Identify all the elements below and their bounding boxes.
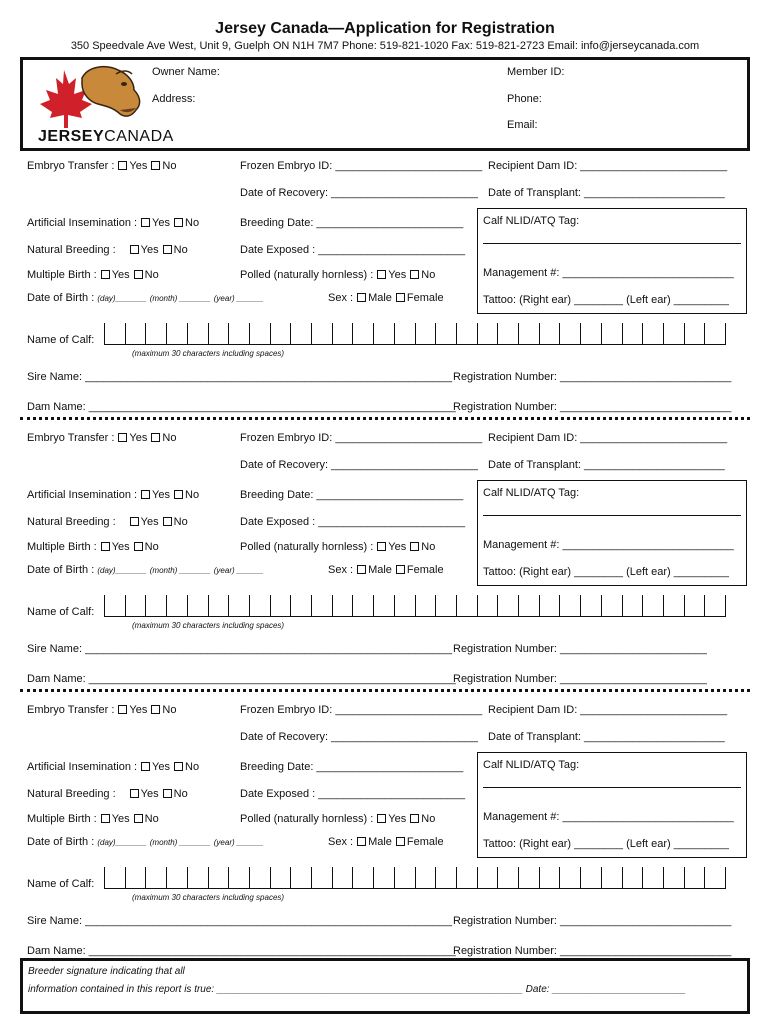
sex-row-2 [328, 564, 444, 576]
yes-label: Yes [152, 217, 170, 229]
name-grid-divider [477, 867, 478, 889]
no-label: No [185, 489, 200, 501]
polled-row-3 [240, 813, 435, 825]
no-label: No [185, 761, 200, 773]
mb-no-checkbox[interactable] [134, 542, 143, 551]
dob-month-field[interactable]: (month) _______ [149, 838, 211, 847]
ai-no-checkbox[interactable] [174, 762, 183, 771]
name-grid-divider [187, 595, 188, 617]
name-grid-divider [642, 867, 643, 889]
date-of-recovery-field[interactable]: Date of Recovery: ________________________ [240, 187, 478, 199]
embryo-transfer-yes-checkbox[interactable] [118, 705, 127, 714]
dob-year-field[interactable]: (year) ______ [213, 838, 264, 847]
sire-name-field[interactable]: Sire Name: ____________________________________________________________ [27, 371, 453, 383]
sex-label: Sex : [328, 836, 354, 848]
phone-label: Phone: [507, 93, 542, 105]
embryo-transfer-row-1 [27, 160, 176, 172]
polled-no-checkbox[interactable] [410, 270, 419, 279]
yes-label: Yes [152, 761, 170, 773]
name-grid-divider [497, 867, 498, 889]
calf-name-character-grid[interactable] [104, 595, 726, 617]
logo-text-jersey: JERSEY [38, 128, 105, 145]
name-grid-divider [601, 867, 602, 889]
name-grid-divider [601, 323, 602, 345]
dob-month-field[interactable]: (month) _______ [149, 566, 211, 575]
name-grid-divider [539, 323, 540, 345]
name-grid-divider [352, 595, 353, 617]
nb-no-checkbox[interactable] [163, 245, 172, 254]
logo-text-canada: CANADA [104, 128, 174, 145]
member-id-label: Member ID: [507, 66, 565, 78]
yes-label: Yes [388, 541, 407, 553]
name-grid-divider [518, 595, 519, 617]
multiple-birth-label: Multiple Birth : [27, 541, 97, 553]
female-label: Female [406, 564, 444, 576]
section-divider [20, 689, 750, 692]
sire-name-field[interactable]: Sire Name: ____________________________________________________________ [27, 643, 453, 655]
no-label: No [162, 704, 177, 716]
embryo-transfer-row-3 [27, 704, 176, 716]
dob-month-field[interactable]: (month) _______ [149, 294, 211, 303]
polled-label: Polled (naturally hornless) : [240, 541, 374, 553]
name-grid-divider [704, 323, 705, 345]
embryo-transfer-row-2 [27, 432, 176, 444]
name-grid-divider [270, 595, 271, 617]
nb-no-checkbox[interactable] [163, 789, 172, 798]
name-grid-divider [559, 323, 560, 345]
multiple-birth-label: Multiple Birth : [27, 813, 97, 825]
name-grid-divider [270, 867, 271, 889]
name-grid-divider [497, 323, 498, 345]
name-grid-divider [228, 595, 229, 617]
name-grid-divider [208, 595, 209, 617]
multiple-birth-label: Multiple Birth : [27, 269, 97, 281]
no-label: No [421, 541, 436, 553]
embryo-transfer-yes-checkbox[interactable] [118, 433, 127, 442]
name-grid-divider [622, 867, 623, 889]
yes-label: Yes [140, 788, 159, 800]
name-grid-divider [435, 867, 436, 889]
frozen-embryo-id-field[interactable]: Frozen Embryo ID: ________________________ [240, 160, 483, 172]
management-number-field[interactable]: Management #: ____________________________ [483, 539, 734, 551]
name-grid-divider [228, 323, 229, 345]
sire-registration-number-field[interactable]: Registration Number: ____________________________ [453, 915, 732, 927]
embryo-transfer-label: Embryo Transfer : [27, 160, 115, 172]
max-characters-hint: (maximum 30 characters including spaces) [132, 621, 285, 630]
frozen-embryo-id-field[interactable]: Frozen Embryo ID: ________________________ [240, 432, 483, 444]
name-grid-divider [415, 323, 416, 345]
sex-row-1 [328, 292, 444, 304]
name-grid-divider [394, 323, 395, 345]
name-grid-divider [290, 867, 291, 889]
yes-label: Yes [111, 813, 130, 825]
name-grid-divider [373, 867, 374, 889]
date-of-transplant-field[interactable]: Date of Transplant: _______________________ [488, 459, 725, 471]
name-grid-divider [145, 323, 146, 345]
embryo-transfer-no-checkbox[interactable] [151, 433, 160, 442]
page-title: Jersey Canada—Application for Registration [215, 20, 555, 37]
date-of-recovery-field[interactable]: Date of Recovery: ________________________ [240, 731, 478, 743]
date-exposed-field[interactable]: Date Exposed : ________________________ [240, 516, 466, 528]
male-checkbox[interactable] [357, 565, 366, 574]
name-grid-divider [145, 867, 146, 889]
name-grid-divider [663, 867, 664, 889]
name-grid-divider [311, 867, 312, 889]
name-of-calf-label: Name of Calf: [27, 878, 95, 890]
sex-label: Sex : [328, 564, 354, 576]
name-grid-divider [352, 867, 353, 889]
calf-nlid-label: Calf NLID/ATQ Tag: [483, 759, 580, 771]
name-grid-divider [477, 323, 478, 345]
artificial-insemination-label: Artificial Insemination : [27, 217, 138, 229]
name-grid-divider [518, 867, 519, 889]
dob-day-field[interactable]: (day)_______ [97, 838, 147, 847]
artificial-insemination-row-3 [27, 761, 199, 773]
name-grid-divider [704, 595, 705, 617]
calf-nlid-line[interactable] [483, 787, 741, 788]
female-checkbox[interactable] [396, 293, 405, 302]
female-checkbox[interactable] [396, 565, 405, 574]
polled-label: Polled (naturally hornless) : [240, 269, 374, 281]
name-grid-divider [704, 867, 705, 889]
dam-registration-number-field[interactable]: Registration Number: ________________________ [453, 673, 707, 685]
mb-yes-checkbox[interactable] [101, 814, 110, 823]
name-grid-divider [332, 867, 333, 889]
female-checkbox[interactable] [396, 837, 405, 846]
sex-row-3 [328, 836, 444, 848]
name-grid-divider [415, 595, 416, 617]
polled-yes-checkbox[interactable] [377, 270, 386, 279]
max-characters-hint: (maximum 30 characters including spaces) [132, 893, 285, 902]
sex-label: Sex : [328, 292, 354, 304]
calf-name-character-grid[interactable] [104, 323, 726, 345]
name-grid-divider [622, 323, 623, 345]
artificial-insemination-label: Artificial Insemination : [27, 761, 138, 773]
no-label: No [421, 813, 436, 825]
calf-nlid-label: Calf NLID/ATQ Tag: [483, 487, 580, 499]
name-grid-divider [642, 595, 643, 617]
yes-label: Yes [140, 244, 159, 256]
natural-breeding-label: Natural Breeding : [27, 516, 116, 528]
multiple-birth-row-2 [27, 541, 159, 553]
yes-label: Yes [129, 704, 148, 716]
nb-yes-checkbox[interactable] [130, 517, 139, 526]
frozen-embryo-id-field[interactable]: Frozen Embryo ID: ________________________ [240, 704, 483, 716]
mb-yes-checkbox[interactable] [101, 270, 110, 279]
yes-label: Yes [111, 541, 130, 553]
name-grid-divider [580, 867, 581, 889]
name-grid-divider [187, 867, 188, 889]
no-label: No [185, 217, 200, 229]
name-grid-divider [539, 595, 540, 617]
dam-name-field[interactable]: Dam Name: ____________________________________________________________ [27, 945, 456, 957]
date-of-transplant-field[interactable]: Date of Transplant: _______________________ [488, 731, 725, 743]
name-of-calf-label: Name of Calf: [27, 334, 95, 346]
embryo-transfer-no-checkbox[interactable] [151, 705, 160, 714]
name-grid-divider [332, 323, 333, 345]
polled-no-checkbox[interactable] [410, 542, 419, 551]
embryo-transfer-yes-checkbox[interactable] [118, 161, 127, 170]
name-grid-divider [435, 323, 436, 345]
name-grid-divider [642, 323, 643, 345]
name-grid-divider [415, 867, 416, 889]
name-grid-divider [622, 595, 623, 617]
name-grid-divider [311, 595, 312, 617]
natural-breeding-label: Natural Breeding : [27, 244, 116, 256]
date-of-transplant-field[interactable]: Date of Transplant: _______________________ [488, 187, 725, 199]
name-grid-divider [187, 323, 188, 345]
name-grid-divider [580, 595, 581, 617]
name-grid-divider [208, 323, 209, 345]
date-of-birth-label: Date of Birth : [27, 564, 95, 576]
name-grid-divider [456, 323, 457, 345]
name-grid-divider [208, 867, 209, 889]
dob-day-field[interactable]: (day)_______ [97, 566, 147, 575]
female-label: Female [406, 836, 444, 848]
name-grid-divider [663, 323, 664, 345]
owner-name-label: Owner Name: [152, 66, 220, 78]
contact-address: 350 Speedvale Ave West, Unit 9, Guelph ON N1H 7M7 Phone: 519-821-1020 Fax: 519-821-2723 Email: info@jerseycanada.com [70, 40, 700, 52]
yes-label: Yes [129, 160, 148, 172]
name-grid-divider [725, 323, 726, 345]
mb-no-checkbox[interactable] [134, 270, 143, 279]
name-grid-divider [290, 595, 291, 617]
calf-nlid-line[interactable] [483, 243, 741, 244]
ai-no-checkbox[interactable] [174, 490, 183, 499]
sire-name-field[interactable]: Sire Name: ____________________________________________________________ [27, 915, 453, 927]
male-checkbox[interactable] [357, 837, 366, 846]
name-grid-divider [166, 323, 167, 345]
name-grid-divider [104, 867, 105, 889]
artificial-insemination-row-1 [27, 217, 199, 229]
name-grid-divider [663, 595, 664, 617]
yes-label: Yes [388, 813, 407, 825]
date-of-birth-label: Date of Birth : [27, 836, 95, 848]
dam-name-field[interactable]: Dam Name: ____________________________________________________________ [27, 401, 456, 413]
name-grid-divider [311, 323, 312, 345]
sire-registration-number-field[interactable]: Registration Number: ________________________ [453, 643, 707, 655]
email-label: Email: [507, 119, 538, 131]
sire-registration-number-field[interactable]: Registration Number: ____________________________ [453, 371, 732, 383]
signature-line[interactable]: information contained in this report is true: _______________________________________________________ Date: ________________________ [28, 984, 686, 995]
no-label: No [144, 541, 159, 553]
date-of-birth-row-3 [27, 836, 264, 848]
dam-name-field[interactable]: Dam Name: ____________________________________________________________ [27, 673, 456, 685]
mb-no-checkbox[interactable] [134, 814, 143, 823]
signature-statement: Breeder signature indicating that all [28, 966, 185, 977]
date-of-birth-row-1 [27, 292, 264, 304]
name-grid-divider [394, 595, 395, 617]
name-grid-divider [270, 323, 271, 345]
recipient-dam-id-field[interactable]: Recipient Dam ID: ________________________ [488, 160, 728, 172]
no-label: No [173, 244, 188, 256]
date-of-birth-row-2 [27, 564, 264, 576]
name-grid-divider [104, 323, 105, 345]
name-grid-divider [145, 595, 146, 617]
recipient-dam-id-field[interactable]: Recipient Dam ID: ________________________ [488, 704, 728, 716]
breeding-date-field[interactable]: Breeding Date: ________________________ [240, 217, 464, 229]
breeding-date-field[interactable]: Breeding Date: ________________________ [240, 761, 464, 773]
name-grid-divider [228, 867, 229, 889]
artificial-insemination-label: Artificial Insemination : [27, 489, 138, 501]
ai-yes-checkbox[interactable] [141, 490, 150, 499]
recipient-dam-id-field[interactable]: Recipient Dam ID: ________________________ [488, 432, 728, 444]
yes-label: Yes [129, 432, 148, 444]
name-grid-divider [166, 867, 167, 889]
name-grid-divider [373, 323, 374, 345]
polled-yes-checkbox[interactable] [377, 542, 386, 551]
name-grid-divider [684, 595, 685, 617]
embryo-transfer-label: Embryo Transfer : [27, 432, 115, 444]
date-of-birth-label: Date of Birth : [27, 292, 95, 304]
male-checkbox[interactable] [357, 293, 366, 302]
yes-label: Yes [111, 269, 130, 281]
name-grid-divider [684, 867, 685, 889]
name-grid-divider [104, 595, 105, 617]
multiple-birth-row-3 [27, 813, 159, 825]
polled-row-2 [240, 541, 435, 553]
polled-no-checkbox[interactable] [410, 814, 419, 823]
name-grid-divider [249, 595, 250, 617]
tattoo-field[interactable]: Tattoo: (Right ear) ________ (Left ear) _________ [483, 294, 729, 306]
name-grid-divider [125, 323, 126, 345]
management-number-field[interactable]: Management #: ____________________________ [483, 267, 734, 279]
name-grid-divider [601, 595, 602, 617]
address-label: Address: [152, 93, 196, 105]
no-label: No [144, 269, 159, 281]
natural-breeding-row-1 [27, 244, 188, 256]
name-grid-divider [518, 323, 519, 345]
polled-row-1 [240, 269, 435, 281]
name-grid-divider [435, 595, 436, 617]
polled-label: Polled (naturally hornless) : [240, 813, 374, 825]
artificial-insemination-row-2 [27, 489, 199, 501]
male-label: Male [368, 836, 392, 848]
name-grid-divider [249, 867, 250, 889]
dob-day-field[interactable]: (day)_______ [97, 294, 147, 303]
female-label: Female [406, 292, 444, 304]
dam-registration-number-field[interactable]: Registration Number: ____________________________ [453, 945, 732, 957]
male-label: Male [368, 564, 392, 576]
ai-yes-checkbox[interactable] [141, 218, 150, 227]
calf-nlid-label: Calf NLID/ATQ Tag: [483, 215, 580, 227]
polled-yes-checkbox[interactable] [377, 814, 386, 823]
calf-nlid-line[interactable] [483, 515, 741, 516]
section-divider [20, 417, 750, 420]
nb-no-checkbox[interactable] [163, 517, 172, 526]
dam-registration-number-field[interactable]: Registration Number: ____________________________ [453, 401, 732, 413]
natural-breeding-row-3 [27, 788, 188, 800]
ai-yes-checkbox[interactable] [141, 762, 150, 771]
ai-no-checkbox[interactable] [174, 218, 183, 227]
name-grid-divider [456, 595, 457, 617]
name-grid-divider [373, 595, 374, 617]
male-label: Male [368, 292, 392, 304]
name-grid-divider [249, 323, 250, 345]
name-grid-divider [580, 323, 581, 345]
no-label: No [144, 813, 159, 825]
name-grid-divider [456, 867, 457, 889]
tattoo-field[interactable]: Tattoo: (Right ear) ________ (Left ear) _________ [483, 566, 729, 578]
name-grid-divider [394, 867, 395, 889]
no-label: No [162, 160, 177, 172]
name-grid-divider [166, 595, 167, 617]
natural-breeding-label: Natural Breeding : [27, 788, 116, 800]
multiple-birth-row-1 [27, 269, 159, 281]
name-grid-divider [125, 867, 126, 889]
name-grid-divider [725, 867, 726, 889]
name-grid-divider [477, 595, 478, 617]
no-label: No [173, 788, 188, 800]
max-characters-hint: (maximum 30 characters including spaces) [132, 349, 285, 358]
no-label: No [421, 269, 436, 281]
name-of-calf-label: Name of Calf: [27, 606, 95, 618]
mb-yes-checkbox[interactable] [101, 542, 110, 551]
date-exposed-field[interactable]: Date Exposed : ________________________ [240, 788, 466, 800]
natural-breeding-row-2 [27, 516, 188, 528]
nb-yes-checkbox[interactable] [130, 789, 139, 798]
name-grid-divider [125, 595, 126, 617]
dob-year-field[interactable]: (year) ______ [213, 294, 264, 303]
calf-name-character-grid[interactable] [104, 867, 726, 889]
date-of-recovery-field[interactable]: Date of Recovery: ________________________ [240, 459, 478, 471]
no-label: No [162, 432, 177, 444]
breeding-date-field[interactable]: Breeding Date: ________________________ [240, 489, 464, 501]
embryo-transfer-no-checkbox[interactable] [151, 161, 160, 170]
name-grid-divider [332, 595, 333, 617]
name-grid-divider [684, 323, 685, 345]
name-grid-divider [352, 323, 353, 345]
yes-label: Yes [152, 489, 170, 501]
management-number-field[interactable]: Management #: ____________________________ [483, 811, 734, 823]
no-label: No [173, 516, 188, 528]
dob-year-field[interactable]: (year) ______ [213, 566, 264, 575]
name-grid-divider [497, 595, 498, 617]
name-grid-divider [559, 867, 560, 889]
name-grid-divider [290, 323, 291, 345]
name-grid-divider [559, 595, 560, 617]
name-grid-divider [539, 867, 540, 889]
embryo-transfer-label: Embryo Transfer : [27, 704, 115, 716]
name-grid-divider [725, 595, 726, 617]
tattoo-field[interactable]: Tattoo: (Right ear) ________ (Left ear) _________ [483, 838, 729, 850]
nb-yes-checkbox[interactable] [130, 245, 139, 254]
yes-label: Yes [388, 269, 407, 281]
date-exposed-field[interactable]: Date Exposed : ________________________ [240, 244, 466, 256]
yes-label: Yes [140, 516, 159, 528]
